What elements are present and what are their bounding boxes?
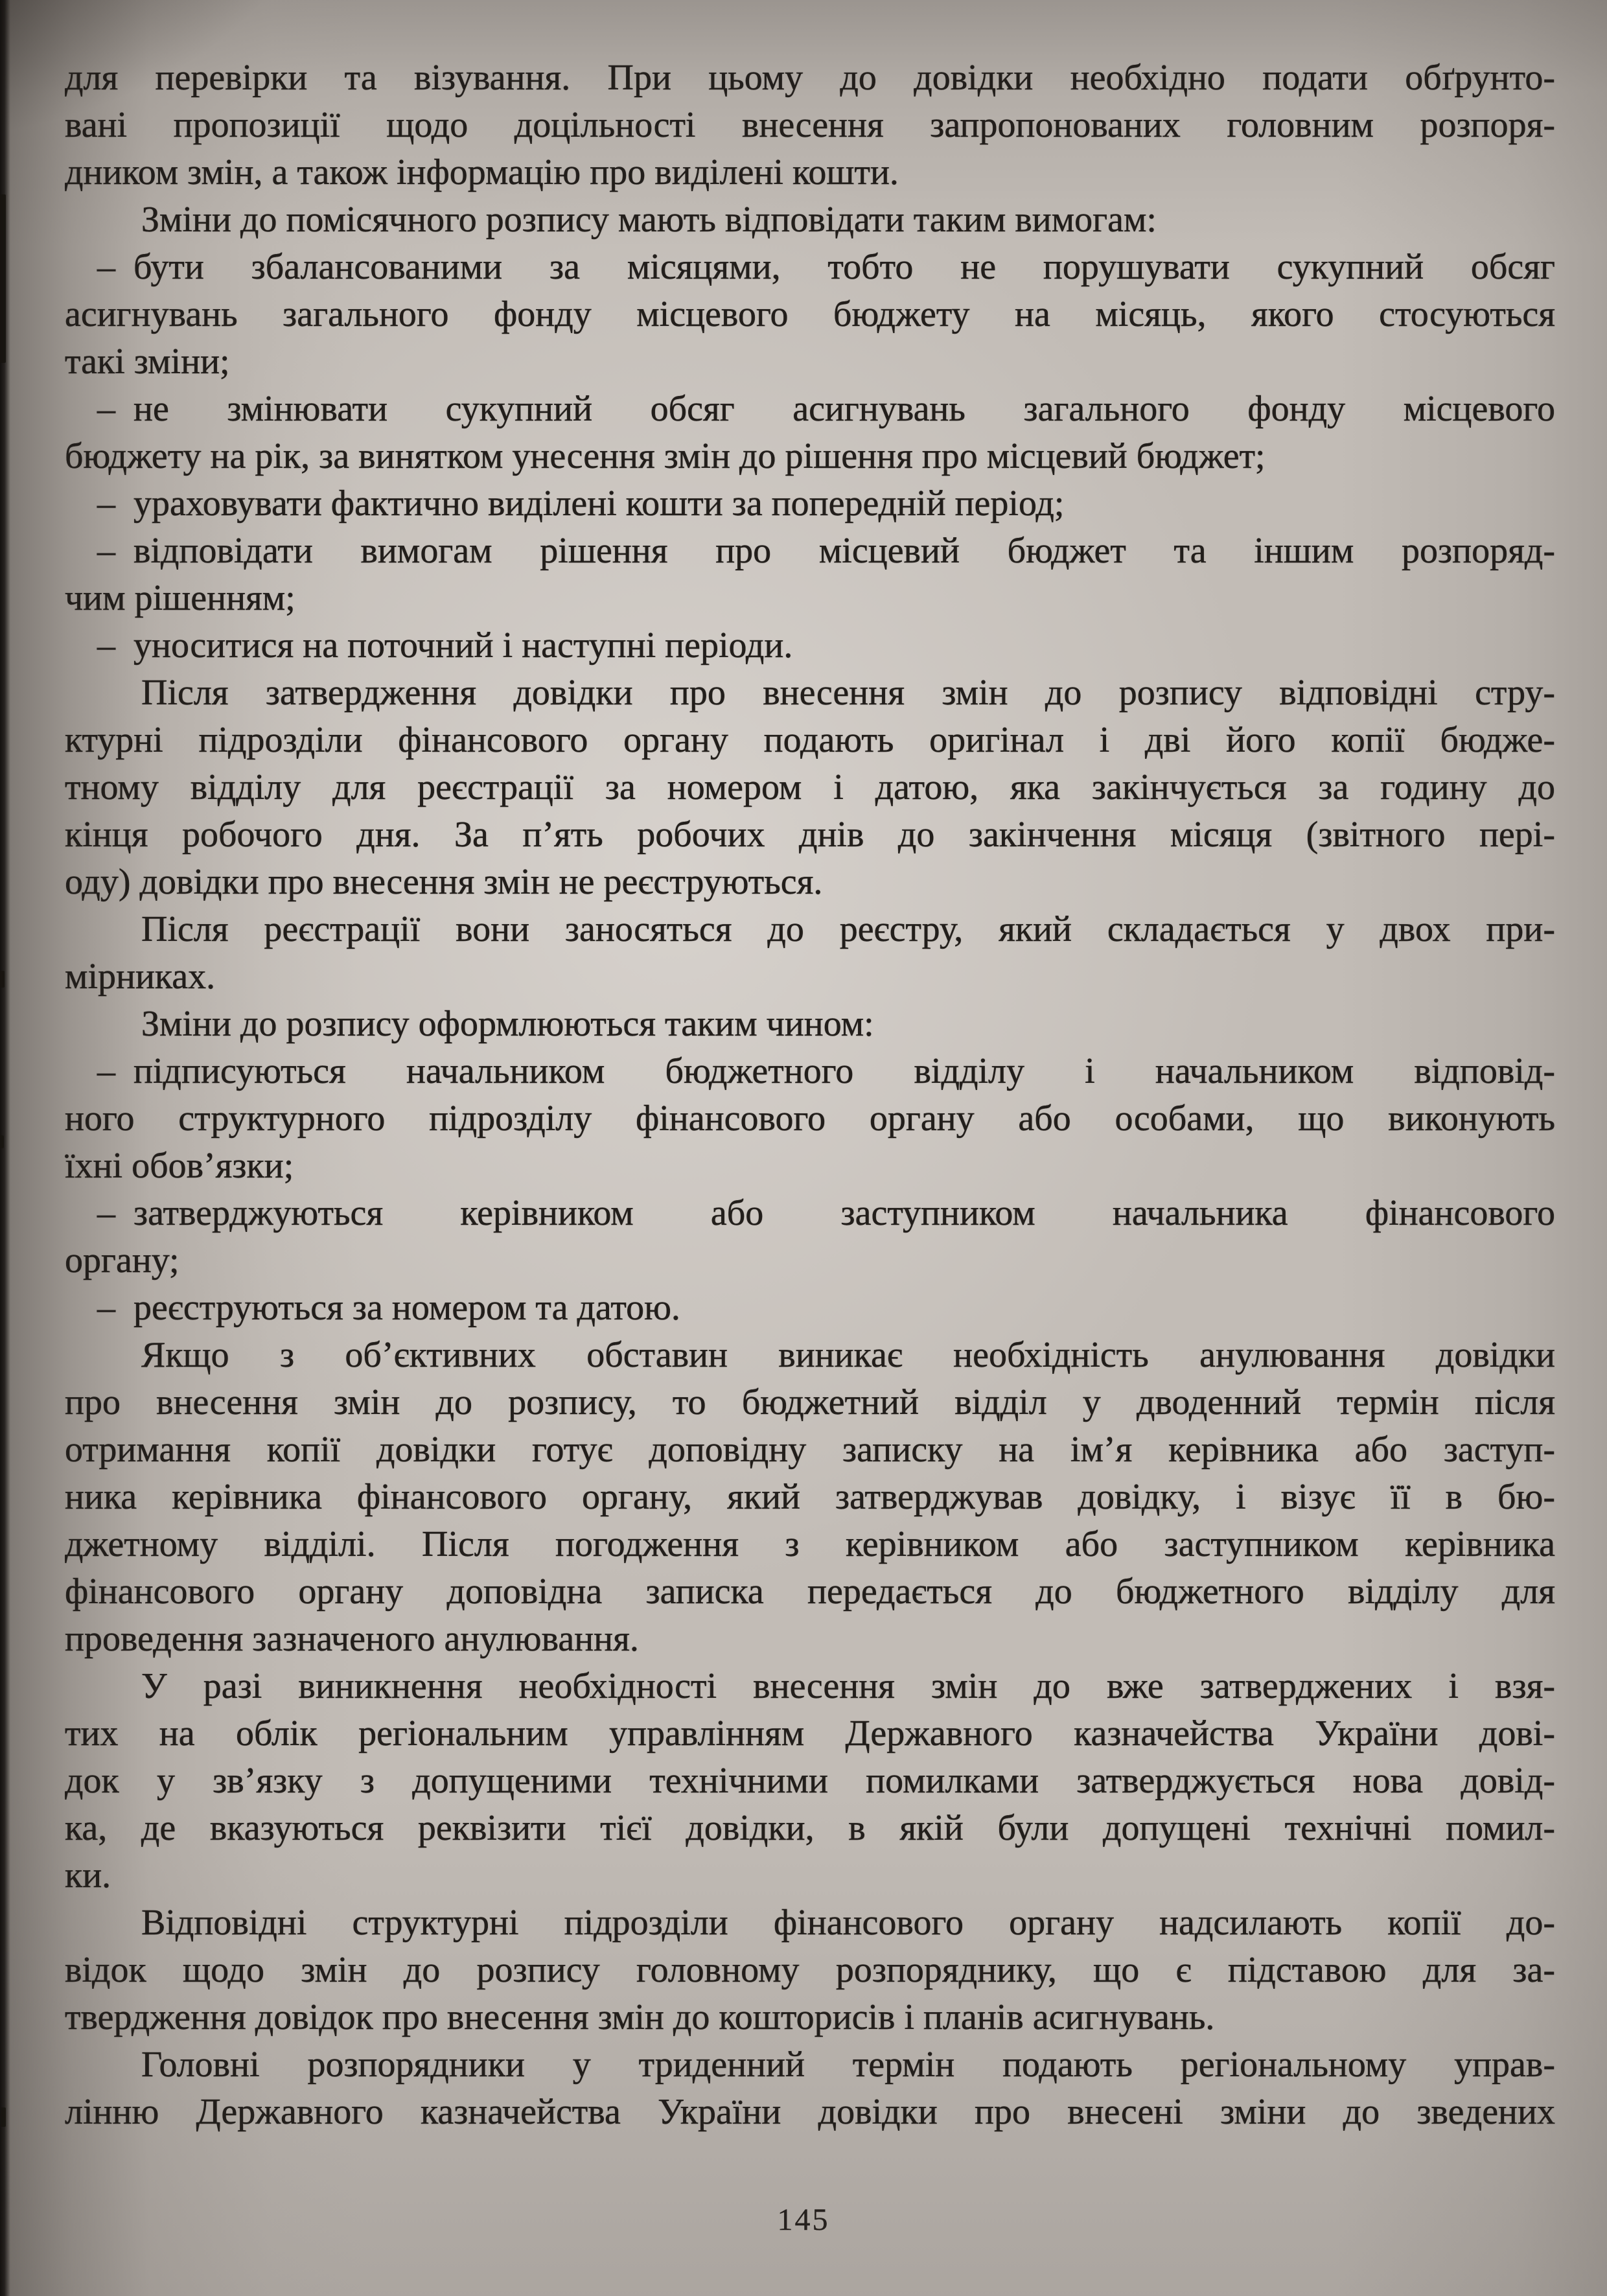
text-line: Зміни до розпису оформлюються таким чином: (141, 1004, 874, 1044)
text-line: Головні розпорядники у триденний термін подають регіональному управ- (141, 2045, 1555, 2085)
text-line: бюджету на рік, за винятком унесення змін до рішення про місцевий бюджет; (65, 436, 1266, 476)
text-line: оду) довідки про внесення змін не реєструються. (65, 862, 823, 902)
text-line: ки. (65, 1855, 111, 1896)
text-line: Після реєстрації вони заносяться до реєстру, який складається у двох при- (141, 909, 1555, 949)
text-line: – затверджуються керівником або заступником начальника фінансового (97, 1193, 1555, 1233)
scan-edge-artifact (1, 2107, 6, 2127)
text-line: Відповідні структурні підрозділи фінансового органу надсилають копії до- (141, 1903, 1555, 1943)
text-line: отримання копії довідки готує доповідну записку на ім’я керівника або заступ- (65, 1430, 1555, 1470)
scan-edge-artifact (0, 971, 5, 988)
text-line: – ураховувати фактично виділені кошти за попередній період; (97, 483, 1065, 524)
page-text-block (65, 54, 1555, 2136)
text-line: дником змін, а також інформацію про виділені кошти. (65, 152, 899, 192)
text-line: про внесення змін до розпису, то бюджетний відділ у дводенний термін після (65, 1382, 1555, 1422)
text-line: органу; (65, 1240, 179, 1281)
text-line: твердження довідок про внесення змін до кошторисів і планів асигнувань. (65, 1997, 1215, 2037)
text-line: – уноситися на поточний і наступні періоди. (97, 625, 793, 666)
text-line: Після затвердження довідки про внесення змін до розпису відповідні стру- (141, 673, 1555, 713)
text-line: – підписуються начальником бюджетного відділу і начальником відповід- (97, 1051, 1555, 1091)
text-line: Зміни до помісячного розпису мають відповідати таким вимогам: (141, 200, 1157, 240)
text-line: чим рішенням; (65, 578, 295, 618)
text-line: кінця робочого дня. За п’ять робочих днів до закінчення місяця (звітного пері- (65, 815, 1555, 855)
text-line: ка, де вказуються реквізити тієї довідки, в якій були допущені технічні помил- (65, 1808, 1555, 1848)
text-line: Якщо з об’єктивних обставин виникає необхідність анулювання довідки (141, 1335, 1555, 1375)
text-line: У разі виникнення необхідності внесення змін до вже затверджених і взя- (141, 1666, 1555, 1706)
scan-edge-artifact (0, 194, 6, 363)
page-number: 145 (777, 2203, 830, 2237)
text-line: – відповідати вимогам рішення про місцевий бюджет та іншим розпоряд- (97, 531, 1555, 571)
text-line: док у зв’язку з допущеними технічними помилками затверджується нова довід- (65, 1761, 1555, 1801)
text-line: – не змінювати сукупний обсяг асигнувань загального фонду місцевого (97, 389, 1555, 429)
text-line: – бути збалансованими за місяцями, тобто не порушувати сукупний обсяг (97, 247, 1555, 287)
text-line: фінансового органу доповідна записка передається до бюджетного відділу для (65, 1571, 1555, 1612)
text-line: тному відділу для реєстрації за номером і датою, яка закінчується за годину до (65, 767, 1555, 807)
text-line: ника керівника фінансового органу, який затверджував довідку, і візує її в бю- (65, 1477, 1555, 1517)
text-line: мірниках. (65, 957, 216, 997)
text-line: тих на облік регіональним управлінням Державного казначейства України дові- (65, 1713, 1555, 1754)
text-line: вані пропозиції щодо доцільності внесення запропонованих головним розпоря- (65, 105, 1555, 145)
text-line: ного структурного підрозділу фінансового органу або особами, що виконують (65, 1098, 1555, 1139)
text-line: ктурні підрозділи фінансового органу подають оригінал і дві його копії бюдже- (65, 720, 1555, 760)
text-line: – реєструються за номером та датою. (97, 1288, 680, 1328)
text-line: лінню Державного казначейства України довідки про внесені зміни до зведених (65, 2092, 1555, 2132)
text-line: проведення зазначеного анулювання. (65, 1619, 639, 1659)
text-line: такі зміни; (65, 342, 230, 382)
scan-edge-artifact (0, 1135, 4, 1148)
text-line: відок щодо змін до розпису головному розпоряднику, що є підставою для за- (65, 1950, 1555, 1990)
text-line: для перевірки та візування. При цьому до довідки необхідно подати обґрунто- (65, 58, 1555, 98)
text-line: їхні обов’язки; (65, 1146, 294, 1186)
text-line: джетному відділі. Після погодження з керівником або заступником керівника (65, 1524, 1555, 1564)
text-line: асигнувань загального фонду місцевого бюджету на місяць, якого стосуються (65, 294, 1555, 334)
